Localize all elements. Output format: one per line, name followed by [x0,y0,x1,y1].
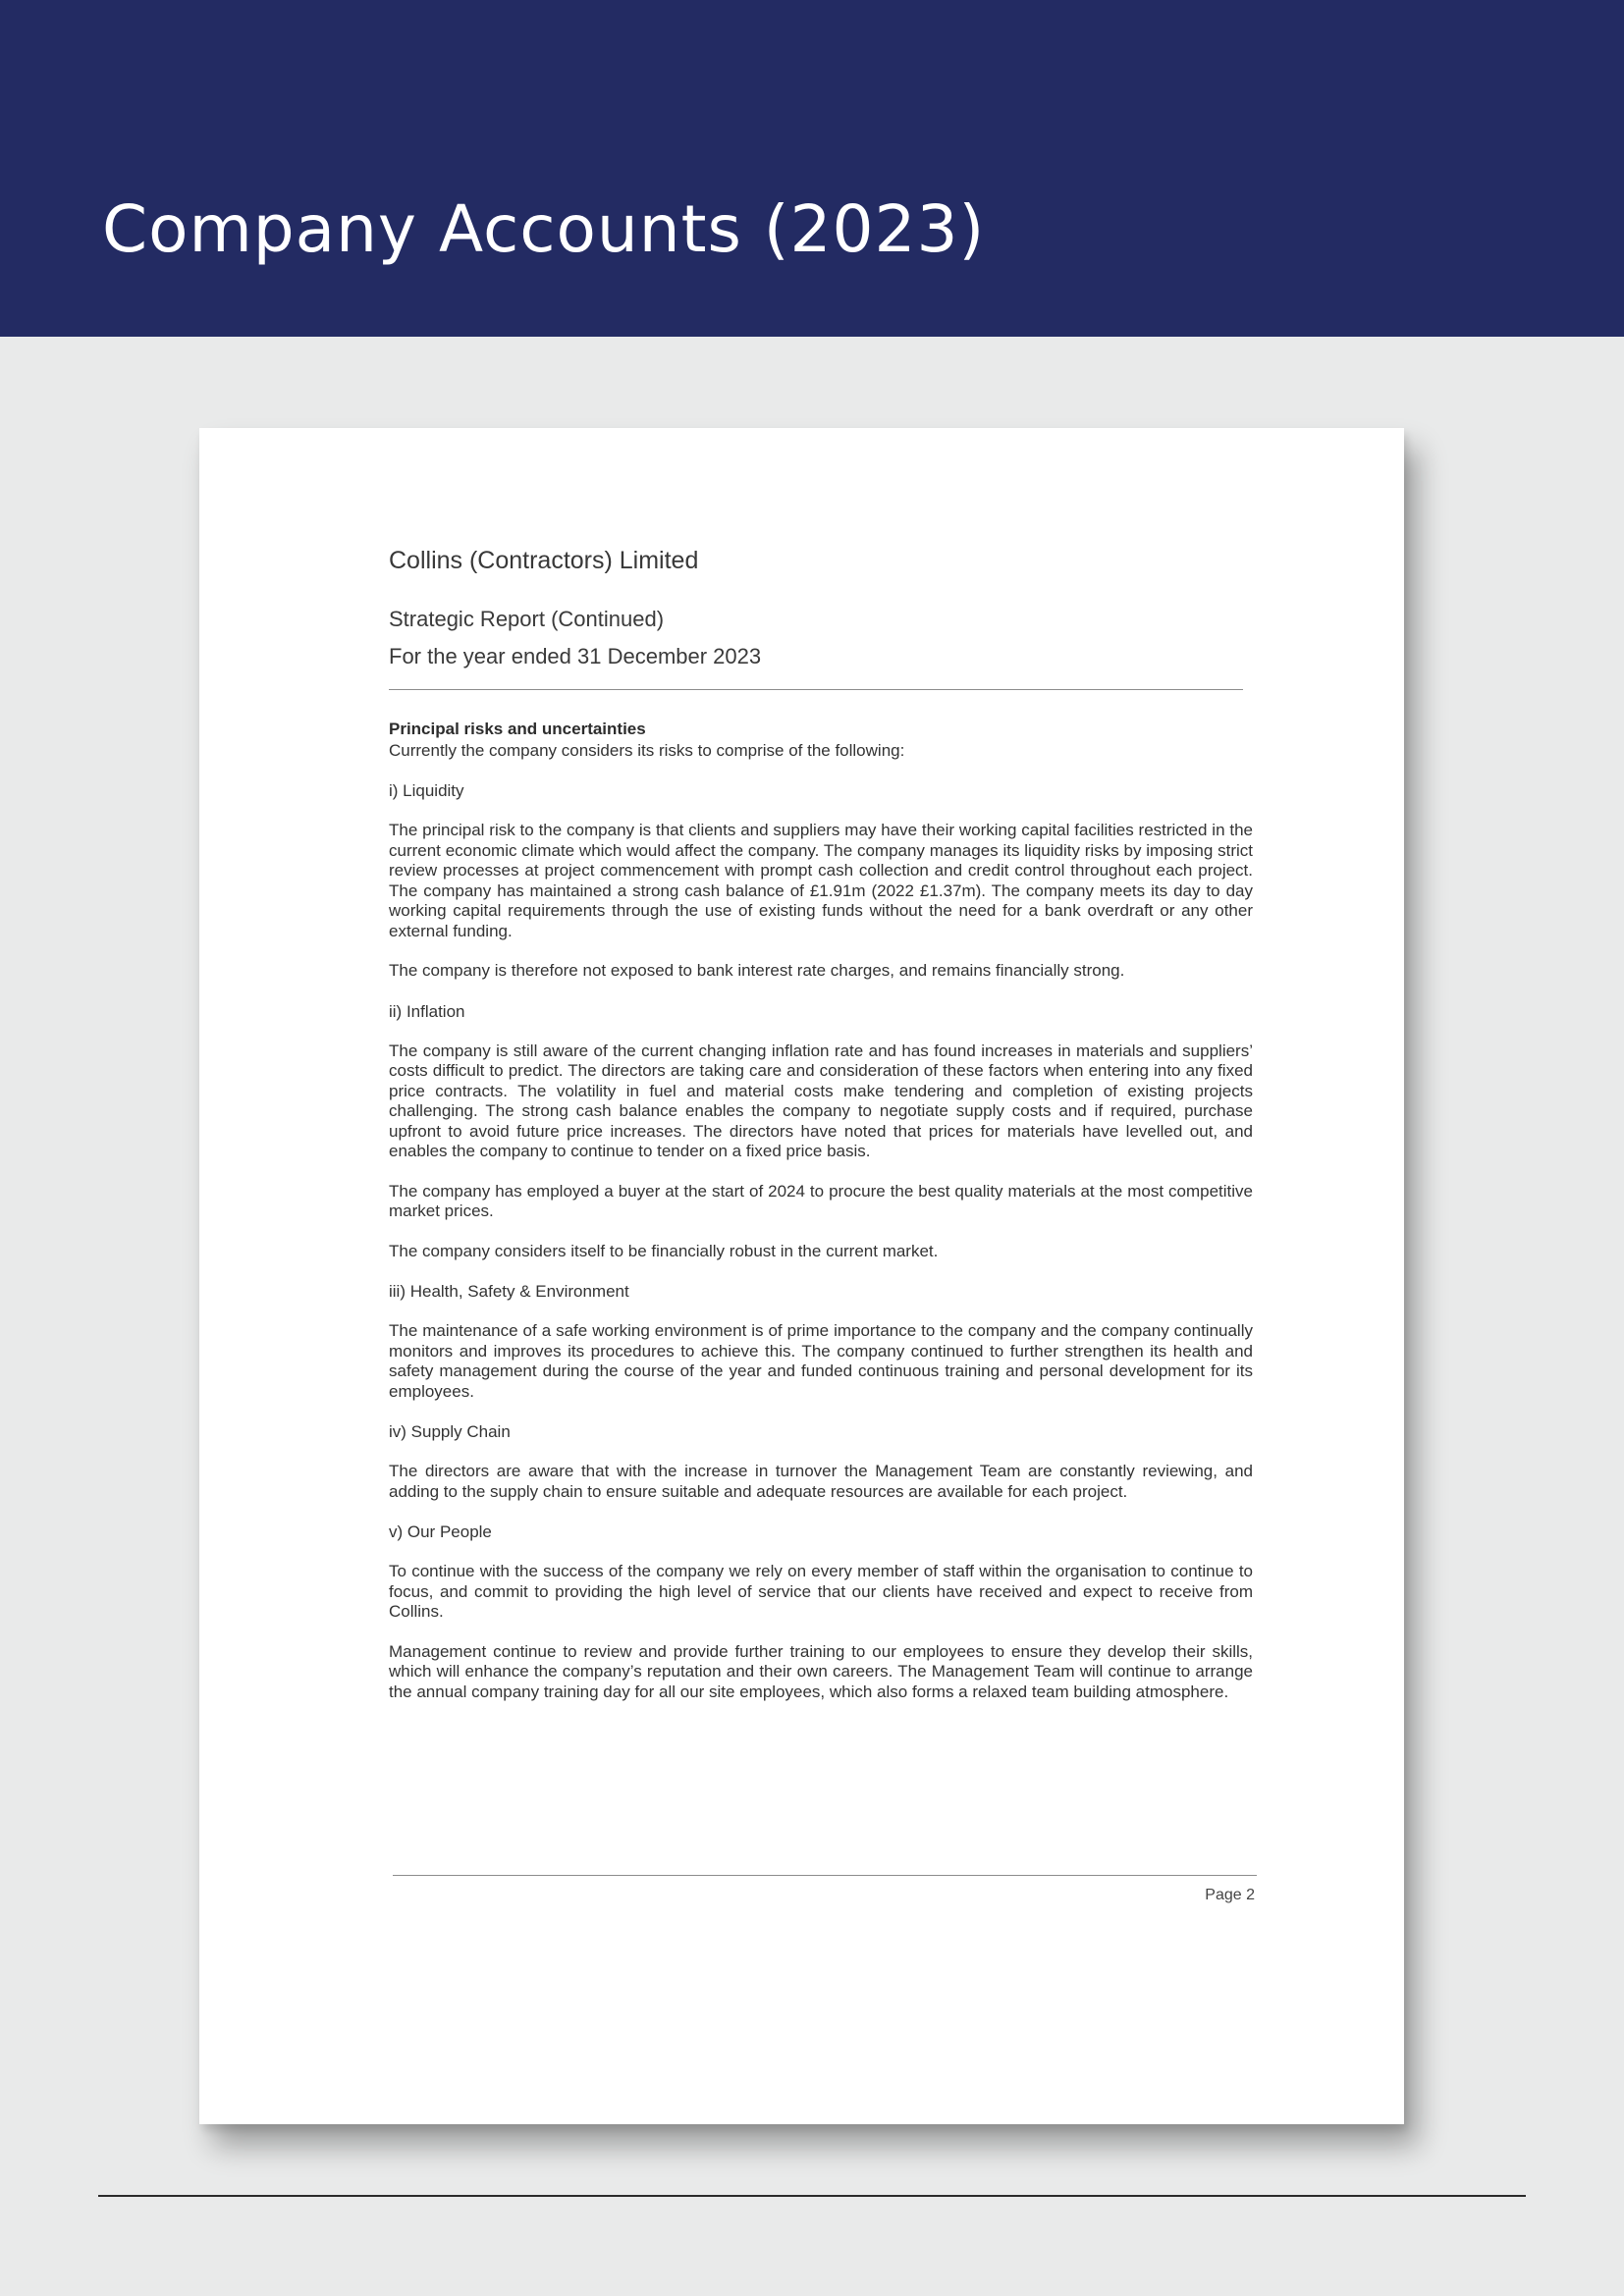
report-title: Strategic Report (Continued) [389,607,665,631]
inflation-heading: ii) Inflation [389,1001,465,1021]
our-people-paragraph: To continue with the success of the company we rely on every member of staff within the organisation to continue to focus, and commit to providing the high level of service that our clients have received and expect to receive from Collins. [389,1562,1253,1621]
header-banner [0,0,1624,337]
document-content [389,546,1253,1702]
header-divider [389,689,1243,690]
section-intro: Currently the company considers its risks to comprise of the following: [389,741,905,760]
document-page [199,428,1404,2124]
liquidity-paragraph: The company is therefore not exposed to bank interest rate charges, and remains financially strong. [389,961,1125,980]
footer-divider [393,1875,1257,1876]
supply-chain-heading: iv) Supply Chain [389,1422,511,1441]
health-safety-heading: iii) Health, Safety & Environment [389,1282,629,1301]
supply-chain-paragraph: The directors are aware that with the increase in turnover the Management Team are constantly reviewing, and adding to the supply chain to ensure suitable and adequate resources are available for each project. [389,1462,1253,1501]
our-people-heading: v) Our People [389,1522,492,1541]
bottom-divider [98,2195,1526,2197]
page-title: Company Accounts (2023) [102,191,986,267]
liquidity-paragraph: The principal risk to the company is that clients and suppliers may have their working capital facilities restricted in the current economic climate which would affect the company. The company manages its liquidity risks by imposing strict review processes at project commencement with prompt cash collection and credit control throughout each project. The company has maintained a strong cash balance of £1.91m (2022 £1.37m). The company meets its day to day working capital requirements through the use of existing funds without the need for a bank overdraft or any other external funding. [389,821,1253,940]
company-name: Collins (Contractors) Limited [389,547,699,574]
page-number: Page 2 [1205,1887,1255,1903]
liquidity-heading: i) Liquidity [389,781,464,800]
section-heading: Principal risks and uncertainties [389,720,646,738]
inflation-paragraph: The company has employed a buyer at the start of 2024 to procure the best quality materials at the most competitive market prices. [389,1181,1253,1220]
inflation-paragraph: The company is still aware of the current changing inflation rate and has found increases in materials and suppliers’ costs difficult to predict. The directors are taking care and consideration of these factors when entering into any fixed price contracts. The volatility in fuel and material costs make tendering and completion of existing projects challenging. The strong cash balance enables the company to negotiate supply costs and if required, purchase upfront to avoid future price increases. The directors have noted that prices for materials have levelled out, and enables the company to continue to tender on a fixed price basis. [389,1041,1253,1160]
report-period: For the year ended 31 December 2023 [389,644,762,668]
inflation-paragraph: The company considers itself to be financially robust in the current market. [389,1241,939,1260]
our-people-paragraph: Management continue to review and provide further training to our employees to ensure they develop their skills, which will enhance the company’s reputation and their own careers. The Management Team will continue to arrange the annual company training day for all our site employees, which also forms a relaxed team building atmosphere. [389,1641,1253,1701]
health-safety-paragraph: The maintenance of a safe working environment is of prime importance to the company and the company continually monitors and improves its procedures to achieve this. The company continued to further strengthen its health and safety management during the course of the year and funded continuous training and personal development for its employees. [389,1321,1253,1401]
